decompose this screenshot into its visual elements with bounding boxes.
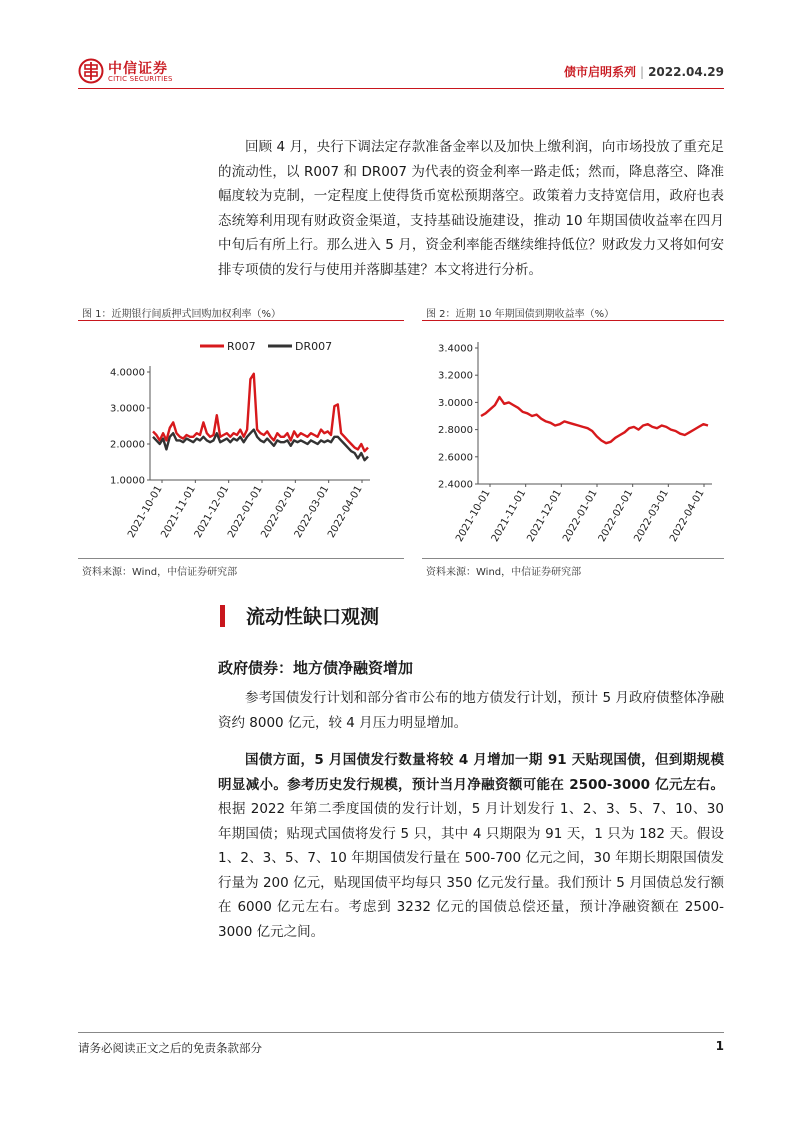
- paragraph-2: [218, 686, 724, 735]
- logo-name-cn: 中信证券: [108, 61, 168, 77]
- footer-divider: [78, 1032, 724, 1033]
- figure2-source: 资料来源：Wind，中信证券研究部: [426, 567, 582, 578]
- figure2-bottom-rule: [422, 558, 724, 559]
- y-tick-label: 1.0000: [110, 475, 145, 487]
- figure1-source: 资料来源：Wind，中信证券研究部: [82, 567, 238, 578]
- intro-text: 回顾 4 月，央行下调法定存款准备金率以及加快上缴利润，向市场投放了重充足的流动性，以 R007 和 DR007 为代表的资金利率一路走低；然而，降息落空、降准幅度较为克制，一定程度上使得货币宽松预期落空。政策着力支持宽信用，政府也表态统筹利用现有财政资金渠道，支持基础设施建设，推动 10 年期国债收益率在四月中旬后有所上行。那么进入 5 月，资金利率能否继续维持低位？财政发力又将如何安排专项债的发行与使用并落脚基建？本文将进行分析。: [218, 139, 724, 278]
- y-tick-label: 3.2000: [438, 370, 473, 382]
- section-title: 流动性缺口观测: [246, 606, 380, 628]
- x-tick-label: 2022-02-01: [596, 488, 636, 544]
- logo-name-en: CITIC SECURITIES: [108, 75, 173, 83]
- x-tick-label: 2021-10-01: [126, 484, 165, 540]
- report-date: 2022.04.29: [648, 65, 724, 79]
- paragraph-3-bold: 国债方面，5 月国债发行数量将较 4 月增加一期 91 天贴现国债，但到期规模明显减小。参考历史发行规模，预计当月净融资额可能在 2500-3000 亿元左右。: [218, 752, 724, 793]
- x-tick-label: 2022-03-01: [632, 488, 671, 544]
- x-tick-label: 2022-01-01: [561, 488, 600, 544]
- x-tick-label: 2022-01-01: [226, 484, 265, 540]
- figure2-chart: [422, 330, 724, 555]
- series-name: 债市启明系列: [564, 65, 637, 79]
- x-tick-label: 2021-11-01: [159, 484, 198, 540]
- x-tick-label: 2021-11-01: [489, 488, 529, 544]
- x-tick-label: 2022-03-01: [292, 484, 332, 540]
- intro-paragraph: [218, 135, 724, 282]
- header-separator: |: [640, 65, 645, 79]
- x-tick-label: 2021-12-01: [525, 488, 564, 544]
- legend-label-dr007: DR007: [295, 340, 333, 353]
- paragraph-2-text: 参考国债发行计划和部分省市公布的地方债发行计划，预计 5 月政府债整体净融资约 8000 亿元，较 4 月压力明显增加。: [218, 690, 724, 731]
- series-line-10y: [481, 397, 708, 443]
- y-tick-label: 2.6000: [438, 452, 473, 464]
- figure1-chart: [78, 330, 404, 555]
- header-meta: [564, 63, 724, 80]
- y-tick-label: 3.0000: [110, 403, 145, 415]
- figure2-top-rule: [422, 320, 724, 321]
- x-tick-label: 2022-04-01: [326, 484, 365, 540]
- x-tick-label: 2021-10-01: [454, 488, 493, 544]
- figure1-title: 图 1：近期银行间质押式回购加权利率（%）: [82, 309, 282, 320]
- page-number: 1: [715, 1039, 724, 1053]
- section-marker: [220, 605, 225, 627]
- paragraph-3: [218, 748, 724, 944]
- paragraph-3-rest: 根据 2022 年第二季度国债的发行计划，5 月计划发行 1、2、3、5、7、10、30 年期国债；贴现式国债将发行 5 只，其中 4 只期限为 91 天，1 只为 182 天。假设 1、2、3、5、7、10 年期国债发行量在 500-700 亿元之间，30 年期长期限国债发行量为 200 亿元，贴现国债平均每只 350 亿元发行量。我们预计 5 月国债总发行额在 6000 亿元左右。考虑到 3232 亿元的国债总偿还量，预计净融资额在 2500-3000 亿元之间。: [218, 801, 724, 940]
- figure2-title: 图 2：近期 10 年期国债到期收益率（%）: [426, 309, 615, 320]
- y-tick-label: 4.0000: [110, 367, 145, 379]
- legend-label-r007: R007: [227, 340, 256, 353]
- figure1-bottom-rule: [78, 558, 404, 559]
- y-tick-label: 2.8000: [438, 425, 473, 437]
- header-divider: [78, 88, 724, 89]
- citic-logo-icon: [78, 58, 104, 84]
- subsection-title: 政府债券：地方债净融资增加: [218, 659, 414, 677]
- citic-logo: [78, 56, 198, 90]
- y-tick-label: 3.0000: [438, 397, 473, 409]
- x-tick-label: 2022-02-01: [259, 484, 298, 540]
- y-tick-label: 2.0000: [110, 439, 145, 451]
- y-tick-label: 3.4000: [438, 343, 473, 355]
- x-tick-label: 2022-04-01: [668, 488, 707, 544]
- x-tick-label: 2021-12-01: [192, 484, 232, 540]
- y-tick-label: 2.4000: [438, 479, 473, 491]
- footer-disclaimer: 请务必阅读正文之后的免责条款部分: [78, 1041, 262, 1055]
- figure1-top-rule: [78, 320, 404, 321]
